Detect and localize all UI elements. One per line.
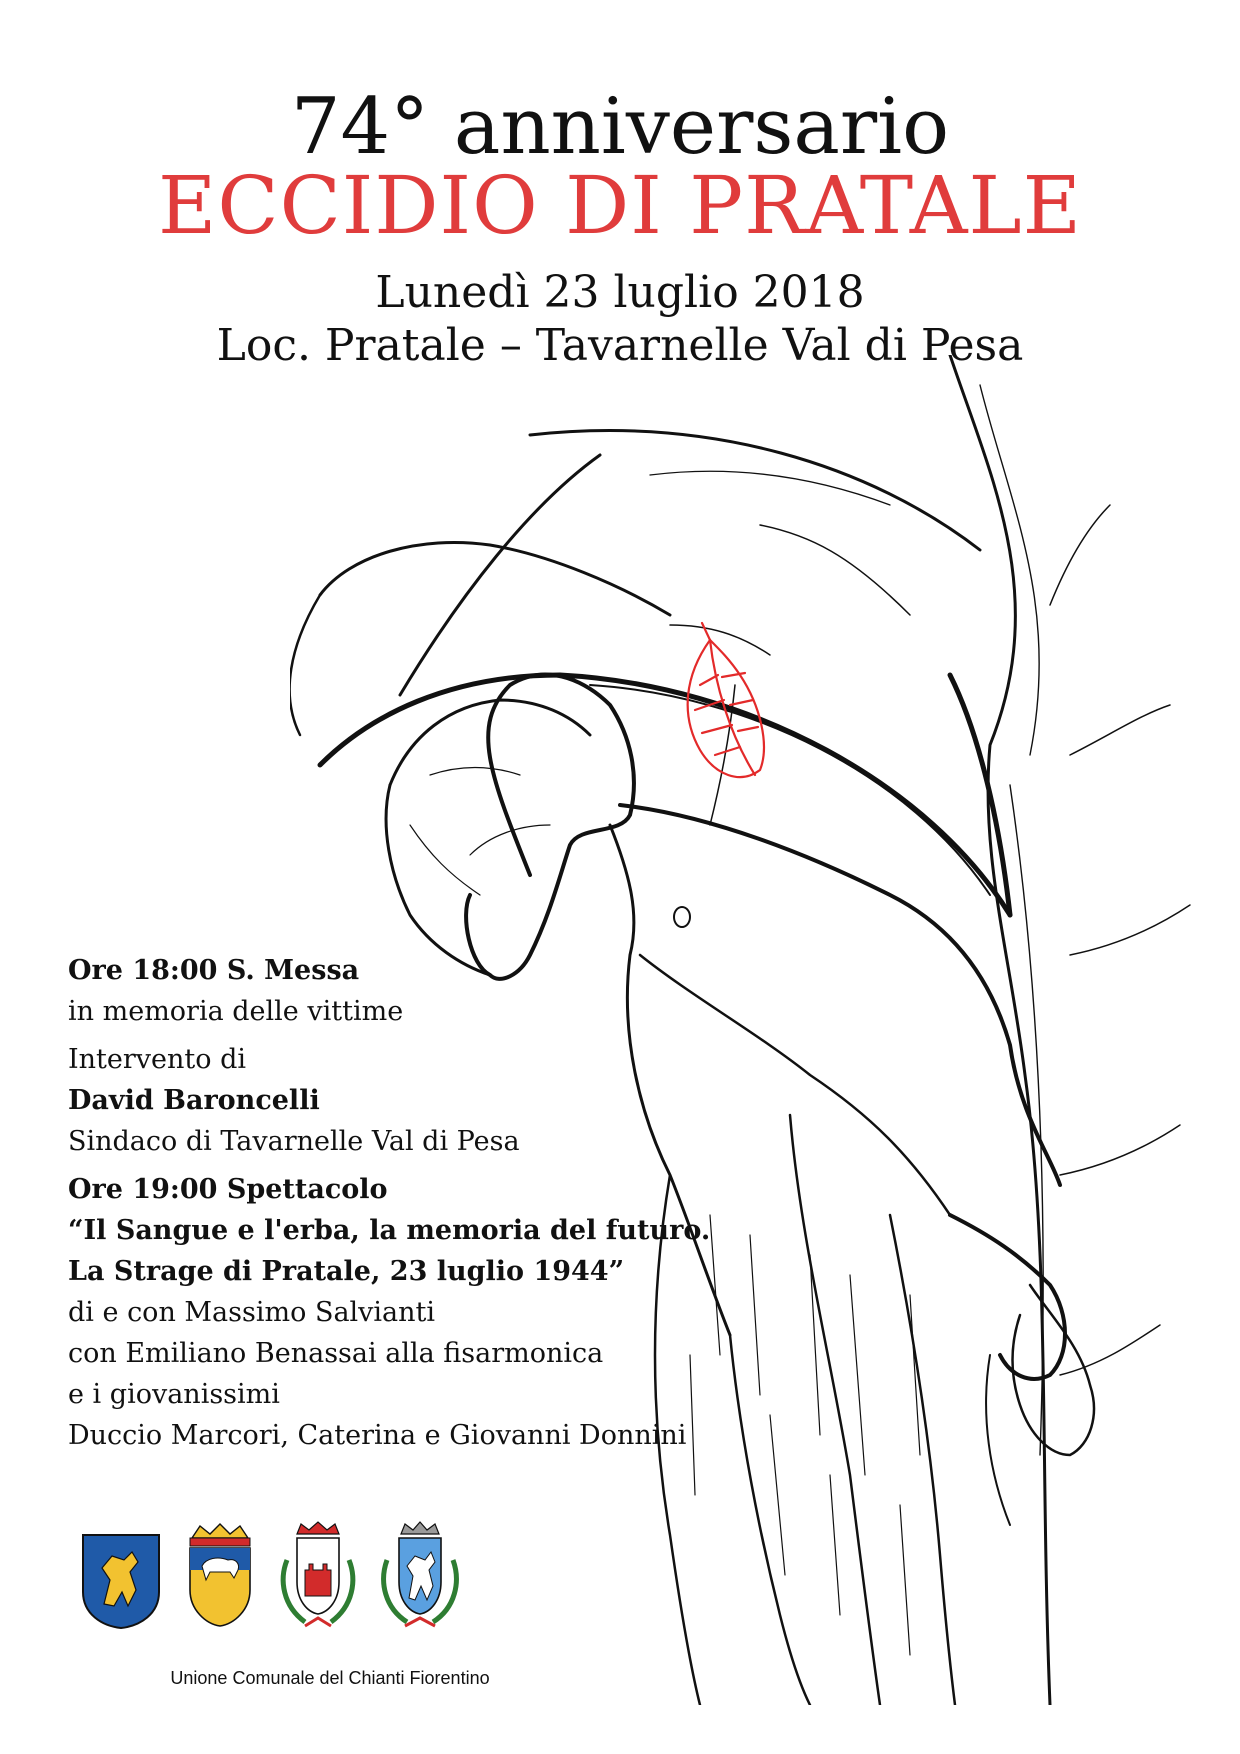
- castle-crest-icon: [275, 1520, 361, 1632]
- show-time: Ore 19:00 Spettacolo: [68, 1174, 388, 1205]
- credit-line: con Emiliano Benassai alla fisarmonica: [68, 1338, 604, 1369]
- credit-line: e i giovanissimi: [68, 1379, 280, 1410]
- municipal-crests: [80, 1520, 540, 1670]
- credit-line: Duccio Marcori, Caterina e Giovanni Donnini: [68, 1420, 687, 1451]
- lion-crest-icon: [80, 1532, 162, 1630]
- ram-crest-icon: [184, 1520, 256, 1628]
- speaker-role: Sindaco di Tavarnelle Val di Pesa: [68, 1126, 520, 1157]
- mass-description: in memoria delle vittime: [68, 996, 404, 1027]
- credit-line: di e con Massimo Salvianti: [68, 1297, 436, 1328]
- event-title: ECCIDIO DI PRATALE: [157, 159, 1083, 252]
- event-location: Loc. Pratale – Tavarnelle Val di Pesa: [216, 320, 1024, 371]
- speaker-name: David Baroncelli: [68, 1085, 320, 1116]
- organization-footer: Unione Comunale del Chianti Fiorentino: [170, 1668, 490, 1688]
- lion-laurel-crest-icon: [375, 1520, 465, 1632]
- event-program: [68, 950, 768, 1456]
- anniversary-heading: 74° anniversario: [290, 82, 950, 172]
- mass-time: Ore 18:00 S. Messa: [68, 955, 360, 986]
- show-title-line-1: “Il Sangue e l'erba, la memoria del futuro.: [68, 1215, 711, 1246]
- event-date: Lunedì 23 luglio 2018: [375, 267, 865, 318]
- speech-intro: Intervento di: [68, 1044, 247, 1075]
- show-title-line-2: La Strage di Pratale, 23 luglio 1944”: [68, 1256, 625, 1287]
